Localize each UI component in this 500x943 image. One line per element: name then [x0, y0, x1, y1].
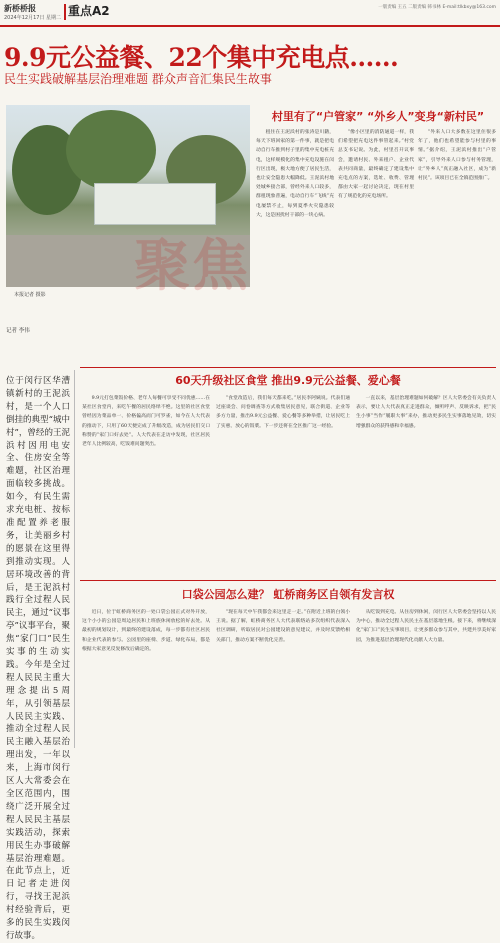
reporter-byline: 记者 李伟 [6, 328, 30, 334]
section-column: 一直以来，基层治理难题如何破解？区人大常委会有关负责人表示，要让人大代表真正走进群众，倾听呼声、反映诉求，把“民生小事”当作“履职大事”来办，推动更多民生实事落地见效，切实增强群众的获得感和幸福感。 [356, 396, 496, 429]
section-column: “现在每天中午我都会来这里走一走。”在附近上班的白领小王说。据了解，虹桥商务区人大代表联络站多次组织代表深入社区调研，听取居民对公园建设的意见建议，并及时反馈给相关部门，推动方案不断优化完善。 [216, 610, 350, 643]
section-label: 重点A2 [68, 4, 110, 18]
decorative-big-characters: 聚焦 [134, 233, 250, 299]
lead-paragraph: 位于闵行区华漕镇新村的王泥浜村，是一个人口倒挂的典型“城中村”，曾经的王泥浜村因用电安全、住房安全等难题，社区治理面临较多挑战。如今，有民生需求充电桩、按标准配置养老服务，让美丽乡村的愿景在这里得到推动实现。人居环境改善的背后，是王泥浜村践行全过程人民民主，通过“议事亭”议事平台，聚焦“家门口”民生实事的生动实践。今年是全过程人民民主重大理念提出5周年，从引领基层人民民主实践、推动全过程人民民主融入基层治理出发，一年以来，上海市闵行区人大常委会在全区范围内，围绕广泛开展全过程人民民主基层实践活动，探索用民生办事破解基层治理难题。在此节点上，近日记者走进闵行，寻找王泥浜村经验背后，更多的民生实践闵行故事。 [6, 376, 70, 941]
photo-caption: 本报记者 摄影 [14, 292, 46, 298]
section-column: “食堂改造后，我们每天都来吃。”居民李阿姨说。代表们通过座谈会、问卷调查等方式收集居民意见，联合街道、企业等多方力量，推出9.9元公益餐、爱心餐等多种举措，让居民吃上了实惠、放心的饭菜。下一步还将在全区推广这一经验。 [216, 396, 350, 429]
headline: 9.9元公益餐、22个集中充电点…… [4, 43, 399, 72]
section-column: 租住在王泥浜村的张涛是川籍，每天下班回家的第一件事，就是把电动自行车推到村子里的集中充电桩充电，这样规模化的集中充电设施在闵行区出现，极大地方便了居民生活，也让安全隐患大幅降低。王泥浜村地处城乡接合部，曾经外来人口较多，群租现象普遍，电动自行车“飞线”充电屡禁不止，每到夏季火灾隐患较大，这是困扰村干部的一块心病。 [256, 130, 334, 218]
editor-info: 一版责编 王五 二版责编 韩书林 E-mail:tlkbxy@163.com [378, 5, 496, 10]
page-header [0, 0, 500, 28]
subheadline: 民生实践破解基层治理难题 群众声音汇集民生故事 [4, 72, 272, 86]
section-column: 从吃饭到充电、从住房到休闲，闵行区人大常委会坚持以人民为中心，推动全过程人民民主在基层落地生根。接下来，将继续深化“家门口”民生实事项目，让更多群众参与其中，共建共享美好家园，为推进基层治理现代化贡献人大力量。 [356, 610, 496, 643]
section-column: “外来人口大多数在这里住很多年了，他们也希望能参与村里的事情。”据介绍，王泥浜村推出“户管家”，引导外来人口参与村务管理，让“外乡人”真正融入社区，成为“新村民”。该项目已在全镇范围推广。 [418, 130, 496, 182]
header-rule [0, 25, 500, 27]
charging-canopy [94, 183, 216, 225]
section-title: 60天升级社区食堂 推出9.9元公益餐、爱心餐 [175, 374, 401, 387]
section-column: “像小区里的消防通道一样，我们希望把充电这件事管起来。”村党总支书记说。为此，村里召开议事会，邀请村民、外来租户、企业代表共同商量，最终确定了建设集中充电点的方案，选址、收费、管理都由大家一起讨论决定，现在村里有了规范化的充电场所。 [338, 130, 414, 200]
section-column: 近日，位于虹桥商务区的一处口袋公园正式对外开放，这个小小的公园是周边居民和上班族休闲放松的好去处。从最初的规划设计，到最终的建设落成，每一步都有社区居民和企业代表的参与。公园里的座椅、步道、绿化布局，都是根据大家意见反复修改后确定的。 [82, 610, 210, 652]
masthead: 新桥桥报 [4, 4, 36, 13]
section-title: 口袋公园怎么建？ 虹桥商务区自领有发言权 [181, 588, 395, 601]
tree-shape [66, 110, 156, 190]
section-title: 村里有了“户管家” “外乡人”变身“新村民” [271, 110, 485, 123]
issue-date: 2024年12月17日 星期二 [4, 15, 62, 21]
section-column: 9.9元打包菜饭价格、老年人每餐可享受不同优惠……在某社区食堂内，来吃午餐的居民络绎不绝。这里的社区食堂曾经因为菜品单一、价格偏高而门可罗雀，如今在人大代表的推动下，只用了60天便完成了升级改造，成为居民们交口称赞的“家门口好去处”。人大代表在走访中发现，社区居民老年人比例较高，吃饭难问题突出。 [82, 396, 210, 448]
section-rule [80, 580, 496, 581]
section-rule [80, 367, 496, 368]
section-marker [64, 4, 66, 20]
column-divider [74, 370, 75, 748]
